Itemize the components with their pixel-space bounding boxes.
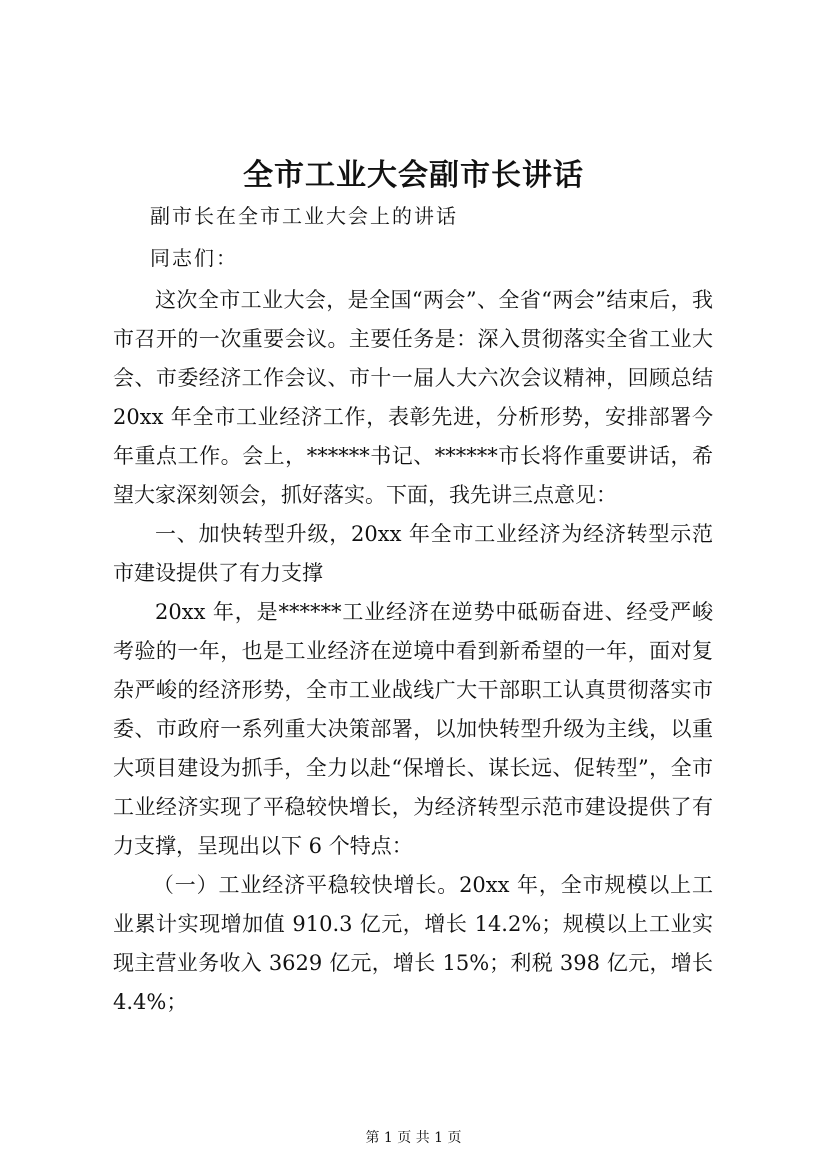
page-number: 第 1 页 共 1 页 [365,1130,462,1146]
document-subtitle: 副市长在全市工业大会上的讲话 [150,204,458,228]
paragraph-feature-1: （一）工业经济平稳较快增长。20xx 年，全市规模以上工业累计实现增加值 910.3 亿元，增长 14.2%；规模以上工业实现主营业务收入 3629 亿元，增长 15%；利税 398 亿元，增长 4.4%； [113,873,713,1014]
section-heading-1: 一、加快转型升级，20xx 年全市工业经济为经济转型示范市建设提供了有力支撑 [113,522,713,585]
paragraph-overview: 20xx 年，是******工业经济在逆势中砥砺奋进、经受严峻考验的一年，也是工业经济在逆境中看到新希望的一年，面对复杂严峻的经济形势，全市工业战线广大干部职工认真贯彻落实市委、市政府一系列重大决策部署，以加快转型升级为主线，以重大项目建设为抓手，全力以赴“保增长、谋长远、促转型”，全市工业经济实现了平稳较快增长，为经济转型示范市建设提供了有力支撑，呈现出以下 6 个特点： [113,600,713,858]
document-title: 全市工业大会副市长讲话 [243,158,584,193]
greeting: 同志们： [150,246,238,270]
document-body [113,281,713,1022]
paragraph-intro: 这次全市工业大会，是全国“两会”、全省“两会”结束后，我市召开的一次重要会议。主要任务是：深入贯彻落实全省工业大会、市委经济工作会议、市十一届人大六次会议精神，回顾总结 20xx 年全市工业经济工作，表彰先进，分析形势，安排部署今年重点工作。会上，******书记、******市长将作重要讲话，希望大家深刻领会，抓好落实。下面，我先讲三点意见： [113,288,713,507]
